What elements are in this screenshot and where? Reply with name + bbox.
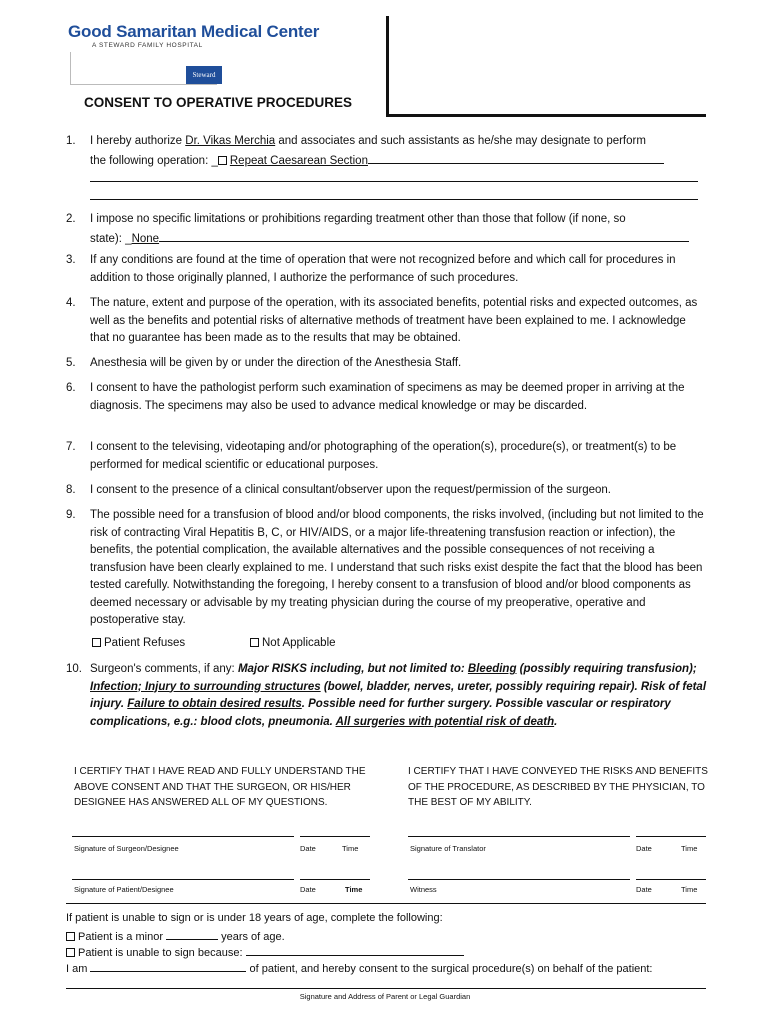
option-label: Patient Refuses (104, 637, 186, 649)
guardian-intro: If patient is unable to sign or is under 18 years of age, complete the following: (66, 912, 443, 924)
limitations-field[interactable]: None (131, 232, 160, 245)
checkbox-icon[interactable] (218, 156, 227, 165)
item-text: Surgeon's comments, if any: (90, 663, 238, 675)
operation-blank-line[interactable] (90, 181, 698, 182)
header-divider-horizontal (386, 114, 706, 117)
witness-label: Witness (410, 885, 437, 894)
item-number: 9. (66, 509, 76, 521)
time-label: Time (345, 885, 363, 894)
item-text: The possible need for a transfusion of blood and/or blood components, the risks involved, (including but not limited to the risk of contracting Viral Hepatitis B, C, or HIV/AIDS, or a major life-threatening transfusion reaction or infection), the benefits, the potential complication, the available alternatives and the possible consequences of not receiving a transfusion have been clearly explained to me. I understand that such risks exist despite the fact that the blood has been tested carefully. Notwithstanding the foregoing, I hereby consent to a transfusion of blood and/or blood components as deemed necessary or advisable by my treating physician during the course of my preoperative, operative and postoperative stay. (90, 509, 704, 626)
consent-item-1 (66, 133, 706, 170)
comment-text: Major RISKS including, but not limited to: (237, 663, 468, 675)
consent-item-4 (66, 295, 706, 348)
translator-signature-label: Signature of Translator (410, 844, 486, 853)
checkbox-icon[interactable] (250, 638, 259, 647)
date-label: Date (300, 885, 316, 894)
section-divider (66, 903, 706, 904)
witness-signature-line[interactable] (408, 879, 630, 880)
item-text: I consent to the televising, videotaping and/or photographing of the operation(s), procedure(s), or treatment(s) to be performed for medical scientific or educational purposes. (90, 441, 677, 471)
operation-blank[interactable] (368, 151, 664, 164)
comment-text: . (554, 715, 558, 728)
item-number: 7. (66, 441, 76, 453)
relationship-blank[interactable] (90, 959, 246, 972)
relationship-text: of patient, and hereby consent to the surgical procedure(s) on behalf of the patient: (246, 963, 653, 975)
time-label: Time (342, 844, 359, 853)
item-text: If any conditions are found at the time of operation that were not recognized before and which call for procedures in addition to those originally planned, I authorize the performance of such procedures. (90, 254, 676, 284)
operation-field[interactable]: Repeat Caesarean Section (229, 154, 368, 167)
operation-blank-line[interactable] (90, 199, 698, 200)
consent-item-8 (66, 482, 706, 500)
checkbox-icon[interactable] (92, 638, 101, 647)
surgeon-signature-label: Signature of Surgeon/Designee (74, 844, 179, 853)
item-number: 1. (66, 135, 76, 147)
item-number: 3. (66, 254, 76, 266)
minor-text: Patient is a minor (78, 931, 167, 943)
consent-item-5 (66, 355, 706, 373)
item-text: the following operation: _ (90, 154, 218, 167)
guardian-signature-line[interactable] (66, 988, 706, 989)
time-label: Time (681, 885, 698, 894)
date-label: Date (636, 885, 652, 894)
unable-text: Patient is unable to sign because: (78, 947, 246, 959)
transfusion-option-not-applicable[interactable] (250, 637, 336, 649)
item-text: state): _ (90, 232, 132, 245)
item-text: Anesthesia will be given by or under the direction of the Anesthesia Staff. (90, 357, 462, 369)
minor-text: years of age. (218, 931, 285, 943)
comment-text: Failure to obtain desired results (127, 698, 302, 710)
translator-signature-line[interactable] (408, 836, 630, 837)
option-label: Not Applicable (262, 637, 336, 649)
item-number: 10. (66, 663, 82, 675)
item-text: and associates and such assistants as he/she may designate to perform (275, 135, 646, 147)
item-number: 4. (66, 297, 76, 309)
comment-text: All surgeries with potential risk of death (335, 715, 555, 728)
item-number: 6. (66, 382, 76, 394)
item-number: 2. (66, 213, 76, 225)
consent-item-6 (66, 380, 706, 415)
comment-text: (possibly requiring transfusion); (516, 663, 697, 675)
surgeon-signature-line[interactable] (72, 836, 294, 837)
patient-certification: I CERTIFY THAT I HAVE READ AND FULLY UNDERSTAND THE ABOVE CONSENT AND THAT THE SURGEON, OR HIS/HER DESIGNEE HAS ANSWERED ALL OF MY QUESTIONS. (74, 766, 366, 808)
unable-reason-blank[interactable] (246, 943, 464, 956)
transfusion-option-refuses[interactable] (92, 637, 185, 649)
patient-date-time-line[interactable] (300, 879, 370, 880)
minor-age-blank[interactable] (166, 927, 218, 940)
relationship-text: I am (66, 963, 91, 975)
hospital-name: Good Samaritan Medical Center (68, 22, 320, 41)
item-text: The nature, extent and purpose of the operation, with its associated benefits, potential risks and expected outcomes, as well as the benefits and potential risks of alternative methods of treatment have been explained to me. I acknowledge that no guarantee has been made as to the results that may be obtained. (90, 297, 698, 344)
item-text: I hereby authorize (90, 135, 186, 147)
date-label: Date (300, 844, 316, 853)
header-divider-vertical (386, 16, 389, 116)
relationship-row (66, 959, 653, 978)
consent-item-7 (66, 439, 706, 474)
guardian-signature-label: Signature and Address of Parent or Legal Guardian (299, 992, 471, 1001)
translator-date-time-line[interactable] (636, 836, 706, 837)
date-label: Date (636, 844, 652, 853)
consent-item-3 (66, 252, 706, 287)
comment-text: Infection; Injury to surrounding structures (90, 680, 321, 693)
surgeon-date-time-line[interactable] (300, 836, 370, 837)
consent-item-10 (66, 661, 706, 731)
consent-item-2 (66, 211, 706, 248)
doctor-name-field[interactable]: Dr. Vikas Merchia (185, 135, 276, 147)
item-number: 5. (66, 357, 76, 369)
comment-text: (bowel, bladder, nerves, ureter, possibly requiring repair). Risk of fetal injury. (90, 680, 707, 710)
checkbox-icon[interactable] (66, 932, 75, 941)
hospital-tagline: A STEWARD FAMILY HOSPITAL (92, 42, 203, 49)
witness-date-time-line[interactable] (636, 879, 706, 880)
physician-certification: I CERTIFY THAT I HAVE CONVEYED THE RISKS AND BENEFITS OF THE PROCEDURE, AS DESCRIBED BY THE PHYSICIAN, TO THE BEST OF MY ABILITY. (408, 766, 708, 808)
checkbox-icon[interactable] (66, 948, 75, 957)
consent-item-9 (66, 507, 706, 630)
time-label: Time (681, 844, 698, 853)
item-text: I consent to have the pathologist perform such examination of specimens as may be deemed proper in arriving at the diagnosis. The specimens may also be used to advance medical knowledge or may be discarded. (90, 382, 685, 412)
page-title: CONSENT TO OPERATIVE PROCEDURES (84, 95, 353, 110)
patient-signature-line[interactable] (72, 879, 294, 880)
steward-logo: Steward (186, 66, 222, 84)
item-text: I impose no specific limitations or prohibitions regarding treatment other than those that follow (if none, so (90, 213, 626, 225)
comment-text: Bleeding (467, 663, 517, 675)
limitations-blank[interactable] (159, 229, 689, 242)
comment-text: . Possible need for further surgery. Possible vascular or respiratory complications, e.g.: blood clots, pneumonia. (90, 698, 671, 728)
item-number: 8. (66, 484, 76, 496)
item-text: I consent to the presence of a clinical consultant/observer upon the request/permission of the surgeon. (90, 484, 612, 496)
patient-signature-label: Signature of Patient/Designee (74, 885, 174, 894)
